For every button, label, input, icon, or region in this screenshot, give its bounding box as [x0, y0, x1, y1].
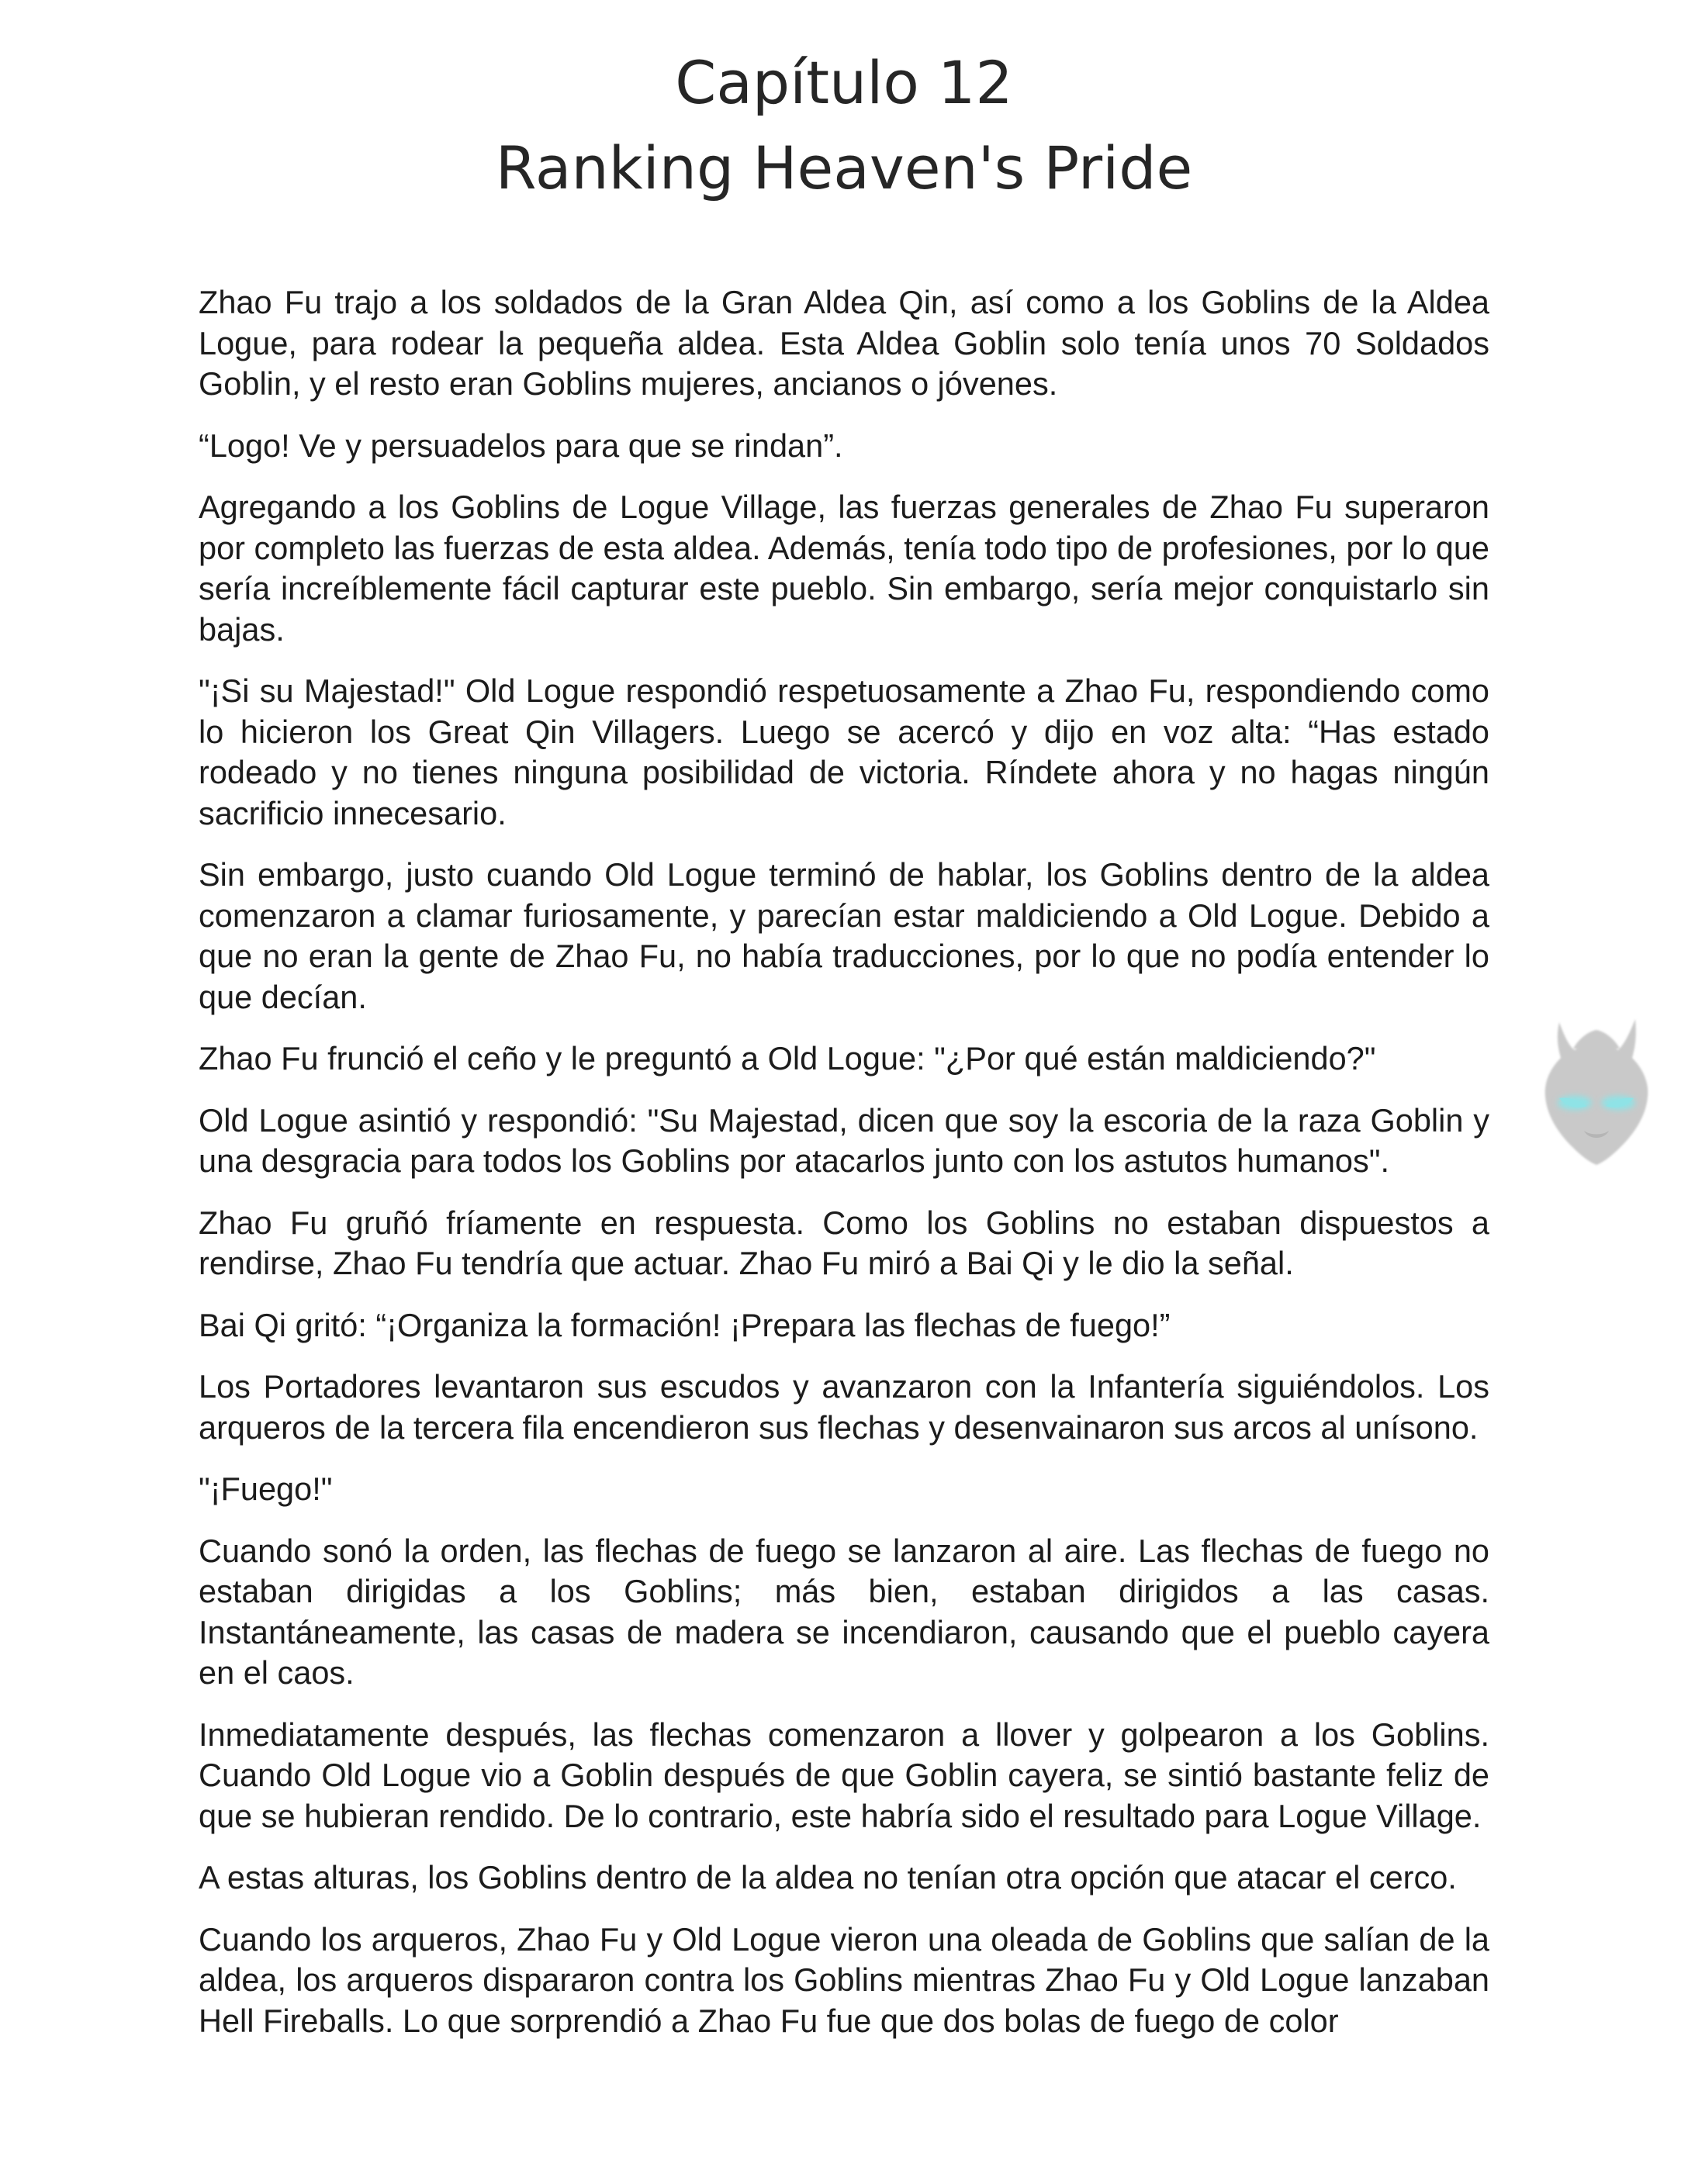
paragraph: Sin embargo, justo cuando Old Logue terminó de hablar, los Goblins dentro de la aldea comenzaron a clamar furiosamente, y parecían estar maldiciendo a Old Logue. Debido a que no eran la gente de Zhao Fu, no había traducciones, por lo que no podía entender lo que decían.	[199, 856, 1489, 1015]
paragraph: Agregando a los Goblins de Logue Village, las fuerzas generales de Zhao Fu superaron por completo las fuerzas de esta aldea. Además, tenía todo tipo de profesiones, por lo que sería increíblemente fácil capturar este pueblo. Sin embargo, sería mejor conquistarlo sin bajas.	[199, 489, 1489, 648]
paragraph: “Logo! Ve y persuadelos para que se rindan”.	[199, 427, 843, 464]
paragraph: Old Logue asintió y respondió: "Su Majestad, dicen que soy la escoria de la raza Goblin y una desgracia para todos los Goblins por atacarlos junto con los astutos humanos".	[199, 1101, 1489, 1179]
paragraph: Los Portadores levantaron sus escudos y avanzaron con la Infantería siguiéndolos. Los arqueros de la tercera fila encendieron sus flechas y desenvainaron sus arcos al unísono.	[199, 1368, 1489, 1446]
paragraph: "¡Si su Majestad!" Old Logue respondió respetuosamente a Zhao Fu, respondiendo como lo hicieron los Great Qin Villagers. Luego se acercó y dijo en voz alta: “Has estado rodeado y no tienes ninguna posibilidad de victoria. Ríndete ahora y no hagas ningún sacrificio innecesario.	[199, 672, 1489, 831]
paragraph: Inmediatamente después, las flechas comenzaron a llover y golpearon a los Goblins. Cuando Old Logue vio a Goblin después de que Goblin cayera, se sintió bastante feliz de que se hubieran rendido. De lo contrario, este habría sido el resultado para Logue Village.	[199, 1716, 1489, 1834]
paragraph: Zhao Fu frunció el ceño y le preguntó a Old Logue: "¿Por qué están maldiciendo?"	[199, 1040, 1376, 1076]
chapter-heading	[0, 40, 1688, 211]
paragraph: Bai Qi gritó: “¡Organiza la formación! ¡Prepara las flechas de fuego!”	[199, 1306, 1171, 1343]
paragraph: A estas alturas, los Goblins dentro de la aldea no tenían otra opción que atacar el cerco.	[199, 1859, 1457, 1895]
chapter-title: Ranking Heaven's Pride	[495, 133, 1193, 202]
paragraph: Zhao Fu gruñó fríamente en respuesta. Como los Goblins no estaban dispuestos a rendirse, Zhao Fu tendría que actuar. Zhao Fu miró a Bai Qi y le dio la señal.	[199, 1204, 1489, 1281]
paragraph: Cuando sonó la orden, las flechas de fuego se lanzaron al aire. Las flechas de fuego no estaban dirigidas a los Goblins; más bien, estaban dirigidos a las casas. Instantáneamente, las casas de madera se incendiaron, causando que el pueblo cayera en el caos.	[199, 1532, 1489, 1691]
paragraph: Zhao Fu trajo a los soldados de la Gran Aldea Qin, así como a los Goblins de la Aldea Logue, para rodear la pequeña aldea. Esta Aldea Goblin solo tenía unos 70 Soldados Goblin, y el resto eran Goblins mujeres, ancianos o jóvenes.	[199, 284, 1489, 402]
demon-head-logo-icon	[1519, 999, 1674, 1177]
paragraph: "¡Fuego!"	[199, 1470, 333, 1507]
chapter-body	[199, 282, 1489, 2062]
paragraph: Cuando los arqueros, Zhao Fu y Old Logue vieron una oleada de Goblins que salían de la aldea, los arqueros dispararon contra los Goblins mientras Zhao Fu y Old Logue lanzaban Hell Fireballs. Lo que sorprendió a Zhao Fu fue que dos bolas de fuego de color	[199, 1920, 1489, 2039]
chapter-number: Capítulo 12	[675, 48, 1013, 117]
